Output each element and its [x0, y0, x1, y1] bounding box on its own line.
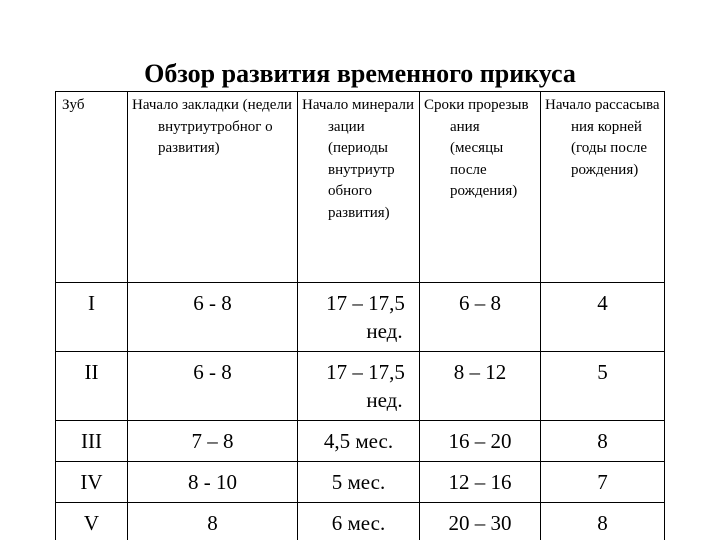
cell-bud: 8 - 10 [128, 462, 298, 503]
header-cell-bud: Начало закладки (недели внутриутробног о развития) [128, 92, 298, 283]
cell-bud: 7 – 8 [128, 421, 298, 462]
cell-eruption: 8 – 12 [420, 352, 541, 421]
cell-tooth: I [56, 283, 128, 352]
cell-mineralization: 4,5 мес. [298, 421, 420, 462]
cell-tooth: II [56, 352, 128, 421]
cell-mineralization: 17 – 17,5 нед. [298, 283, 420, 352]
cell-mineralization: 5 мес. [298, 462, 420, 503]
table-row [56, 462, 665, 503]
cell-bud: 6 - 8 [128, 352, 298, 421]
cell-tooth: III [56, 421, 128, 462]
cell-eruption: 20 – 30 [420, 503, 541, 540]
cell-resorption: 5 [541, 352, 665, 421]
table-row [56, 503, 665, 540]
cell-tooth: IV [56, 462, 128, 503]
cell-bud: 6 - 8 [128, 283, 298, 352]
cell-mineralization: 17 – 17,5 нед. [298, 352, 420, 421]
cell-resorption: 8 [541, 421, 665, 462]
cell-resorption: 7 [541, 462, 665, 503]
table-header-row [56, 92, 665, 283]
page-title: Обзор развития временного прикуса [144, 59, 576, 88]
table-row [56, 283, 665, 352]
cell-eruption: 12 – 16 [420, 462, 541, 503]
table-row [56, 421, 665, 462]
cell-tooth: V [56, 503, 128, 540]
cell-bud: 8 [128, 503, 298, 540]
cell-resorption: 4 [541, 283, 665, 352]
header-cell-resorption: Начало рассасыва ния корней (годы после рождения) [541, 92, 665, 283]
table-row [56, 352, 665, 421]
cell-resorption: 8 [541, 503, 665, 540]
cell-mineralization: 6 мес. [298, 503, 420, 540]
header-cell-tooth: Зуб [56, 92, 128, 283]
cell-eruption: 6 – 8 [420, 283, 541, 352]
header-cell-mineralization: Начало минерали зации (периоды внутриутр обного развития) [298, 92, 420, 283]
header-cell-eruption: Сроки прорезыв ания (месяцы после рождения) [420, 92, 541, 283]
cell-eruption: 16 – 20 [420, 421, 541, 462]
temporary-bite-table [55, 91, 665, 540]
